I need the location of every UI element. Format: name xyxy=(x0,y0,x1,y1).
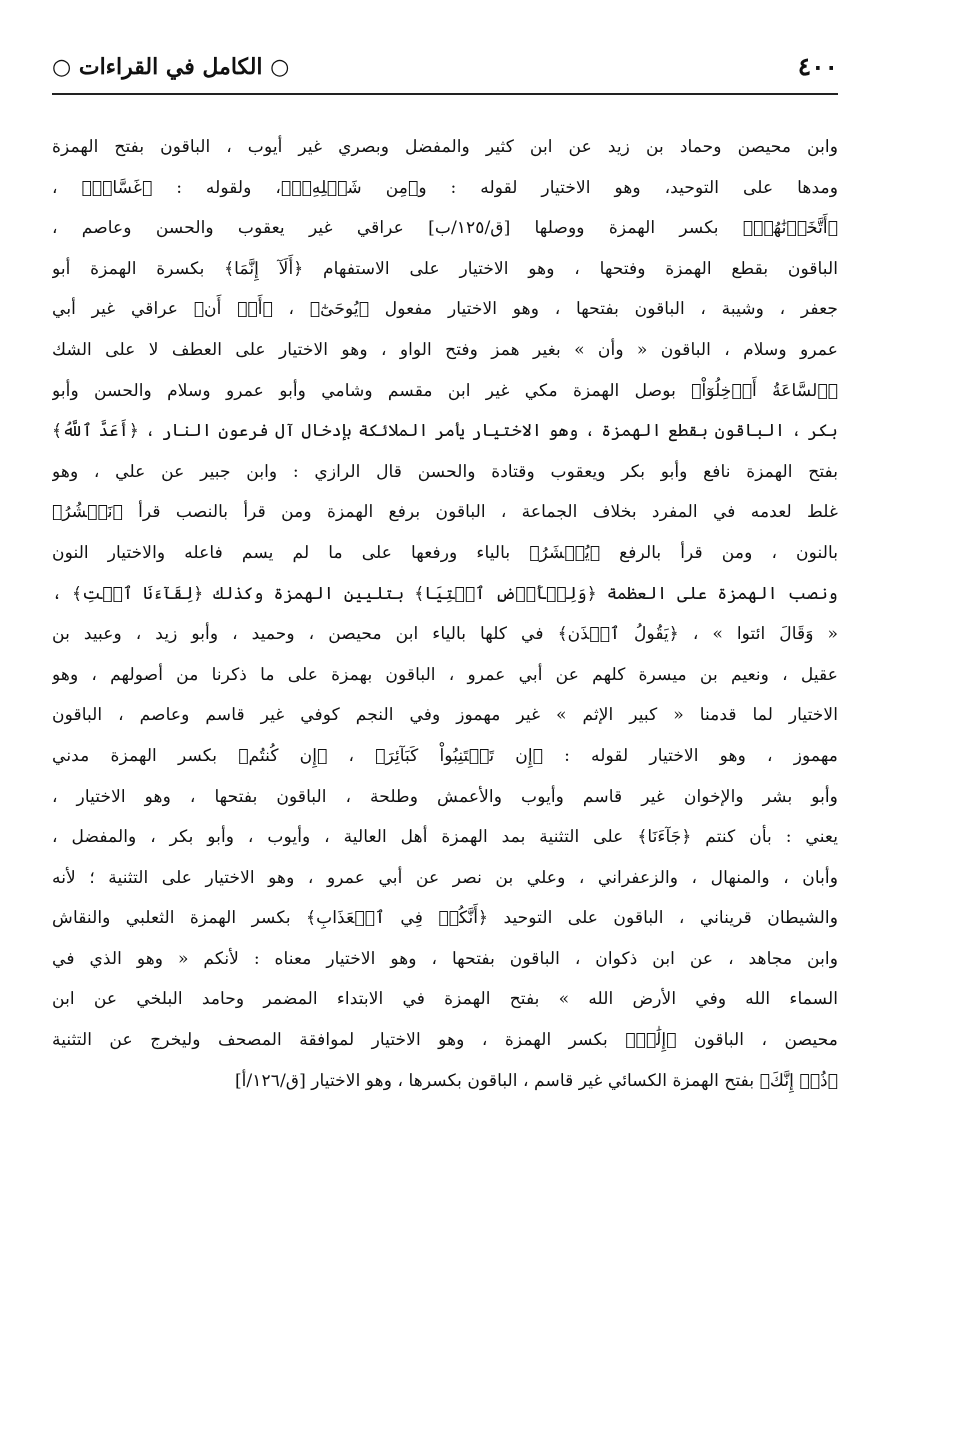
text-line: ﴿ٱلسَّاعَةُ أَدۡخِلُوٓاْ﴾ بوصل الهمزة مكي غير ابن مقسم وشامي وأبو عمرو وسلام والحسن وأبو xyxy=(52,380,838,401)
running-title: ○ الكامل في القراءات ○ xyxy=(52,54,290,80)
text-line: غلط لعدمه في المفرد بخلاف الجماعة ، الباقون برفع الهمزة ومن قرأ بالنصب قرأ ﴿نَحۡشُرُ﴾ xyxy=(52,502,838,523)
text-line: بفتح الهمزة نافع وأبو بكر ويعقوب وقتادة والحسن قال الرازي : وابن جبير عن علي ، وهو xyxy=(52,461,838,482)
text-line: عمرو وسلام ، الباقون « وأن » بغير همز وفتح الواو ، وهو الاختيار على العطف لا على الشك xyxy=(52,339,838,360)
text-line: بالنون ، ومن قرأ بالرفع ﴿يُحۡشَرُ﴾ بالياء ورفعها على ما لم يسم فاعله والاختيار النون xyxy=(52,542,838,563)
body-text xyxy=(52,127,838,1101)
text-line: وابن مجاهد ، عن ابن ذكوان ، الباقون بفتحها ، وهو الاختيار معناه : لأنكم « وهو الذي في xyxy=(52,948,838,969)
text-line: والشيطان قريناني ، الباقون على التوحيد ﴿أَنَّكُمۡ فِي ٱلۡعَذَابِ﴾ بكسر الهمزة الثعلبي والنقاش xyxy=(52,908,838,929)
text-line: « وَقَالَ ائتوا » ، ﴿يَقُولُ ٱئۡذَن﴾ في كلها بالياء ابن محيصن ، وحميد ، وأبو زيد ، وعبيد بن xyxy=(52,624,838,645)
page-number: ٤٠٠ xyxy=(797,52,838,81)
text-line: ومدها على التوحيد، وهو الاختيار لقوله : و﴿مِن شَكۡلِهِۦٓ﴾، ولقوله : ﴿غَسَّاقٞ﴾ ، xyxy=(52,177,838,198)
text-line: ﴿ذُقۡ إِنَّكَ﴾ بفتح الهمزة الكسائي غير قاسم ، الباقون بكسرها ، وهو الاختيار [ق/١٢٦/أ] xyxy=(234,1070,838,1091)
text-line: وابن محيصن وحماد بن زيد عن ابن كثير والمفضل وبصري غير أيوب ، الباقون بفتح الهمزة xyxy=(52,137,838,157)
text-line: بكر ، الباقون بقطع الهمزة ، وهو الاختيار يأمر الملائكة بإدخال آل فرعون النار ، ﴿أَعَدَّ ٱللَّهُ﴾ xyxy=(52,421,838,442)
text-line: ونصب الهمزة على العظمة ﴿وَلِلۡأَرۡضِ ٱئۡتِيَا﴾ بتليين الهمزة وكذلك ﴿لِقَآءَنَا ٱئۡتِ﴾ ، xyxy=(52,583,838,604)
text-line: عقيل ، ونعيم بن ميسرة كلهم عن أبي عمرو ، الباقون بهمزة على ما ذكرنا من أصولهم ، وهو xyxy=(52,664,838,685)
text-line: محيصن ، الباقون ﴿إِلَٰهٞ﴾ بكسر الهمزة ، وهو الاختيار لموافقة المصحف وليخرج عن التثنية xyxy=(52,1030,838,1051)
text-line: مهموز ، وهو الاختيار لقوله : ﴿إِن تَجۡتَنِبُواْ كَبَآئِرَ﴾ ، ﴿إِن كُنتُم﴾ بكسر الهمزة مدني xyxy=(52,745,838,766)
text-line: الباقون بقطع الهمزة وفتحها ، وهو الاختيار على الاستفهام ﴿أَلَآ إِنَّمَا﴾ بكسرة الهمزة أبو xyxy=(52,258,838,279)
text-line: ﴿أَتَّخَذۡنَٰهُمۡ﴾ بكسر الهمزة ووصلها [ق/١٢٥/ب] عراقي غير يعقوب والحسن وعاصم ، xyxy=(52,218,838,239)
text-line: الاختيار لما قدمنا « كبير الإثم » غير مهموز وفي النجم كوفي غير قاسم وعاصم ، الباقون xyxy=(52,705,838,726)
page-header xyxy=(52,50,838,90)
text-line: يعني : بأن كنتم ﴿جَآءَنَا﴾ على التثنية بمد الهمزة أهل العالية ، وأيوب ، وأبو بكر ، والمفضل ، xyxy=(52,827,838,848)
text-line: وأبان ، والمنهال ، والزعفراني ، وعلي بن نصر عن أبي عمرو ، وهو الاختيار على التثنية ؛ لأنه xyxy=(52,867,838,888)
header-rule xyxy=(52,93,838,95)
text-line: جعفر ، وشيبة ، الباقون بفتحها ، وهو الاختيار مفعول ﴿يُوحَىٰٓ﴾ ، ﴿أَوۡ أَن﴾ عراقي غير أبي xyxy=(52,299,838,320)
text-line: وأبو بشر والإخوان غير قاسم وأيوب والأعمش وطلحة ، الباقون بفتحها ، وهو الاختيار ، xyxy=(52,786,838,807)
text-line: السماء الله وفي الأرض الله » بفتح الهمزة في الابتداء المضمر وحامد البلخي عن ابن xyxy=(52,989,838,1010)
